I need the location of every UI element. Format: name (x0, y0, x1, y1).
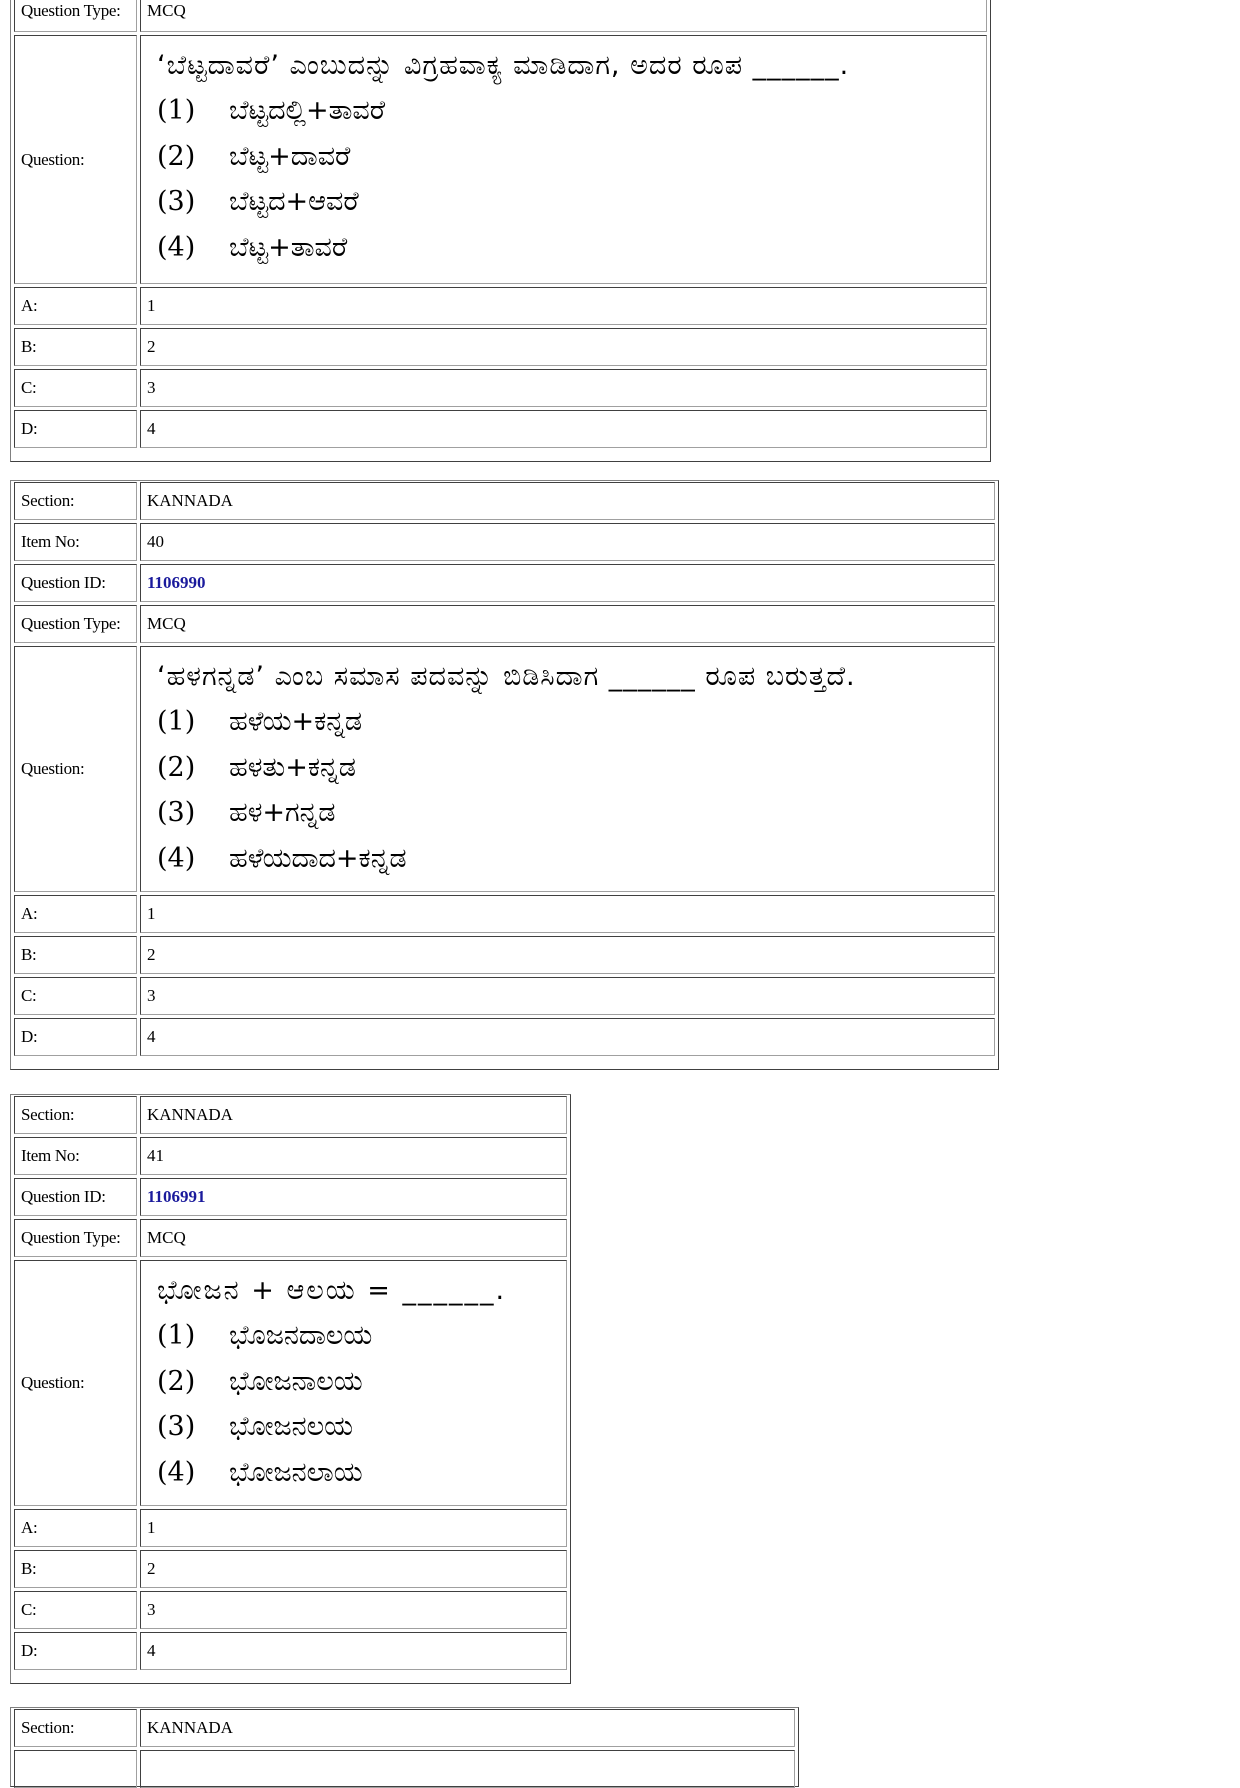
item-no-value: 41 (140, 1137, 567, 1175)
option-number: (2) (157, 751, 196, 783)
question-stem: ‘ಬೆಟ್ಟದಾವರೆ’ ಎಂಬುದನ್ನು ವಿಗ್ರಹವಾಕ್ಯ ಮಾಡಿದಾಗ, ಅದರ ರೂಪ ______. (157, 50, 850, 81)
question-id-label: Question ID: (14, 1178, 137, 1216)
question-id-value: 1106991 (140, 1178, 567, 1216)
option-number: (1) (157, 95, 196, 126)
answer-d-label: D: (14, 1018, 137, 1056)
option-text: ಬೆಟ್ಟದ+ಆವರೆ (229, 186, 359, 217)
item-no-label (14, 1750, 137, 1788)
option-number: (3) (157, 797, 196, 828)
question-label: Question: (14, 1260, 137, 1506)
question-body (140, 646, 995, 892)
answer-a-value: 1 (140, 895, 995, 933)
answer-a-label: A: (14, 895, 137, 933)
option-text: ಬೆಟ್ಟದಲ್ಲಿ+ತಾವರೆ (229, 95, 386, 126)
answer-b-value: 2 (140, 936, 995, 974)
option-text: ಭೋಜನಾಲಯ (229, 1365, 363, 1397)
option-2 (157, 1359, 560, 1405)
question-type-value: MCQ (140, 0, 987, 32)
question-label: Question: (14, 646, 137, 892)
answer-a-value: 1 (140, 287, 987, 325)
question-type-label: Question Type: (14, 605, 137, 643)
question-type-value: MCQ (140, 1219, 567, 1257)
answer-b-label: B: (14, 936, 137, 974)
item-no-value: 40 (140, 523, 995, 561)
answer-b-label: B: (14, 328, 137, 366)
answer-d-value: 4 (140, 1018, 995, 1056)
option-4 (157, 1450, 560, 1496)
option-text: ಹಳೆಯದಾದ+ಕನ್ನಡ (229, 842, 407, 874)
option-number: (1) (157, 706, 196, 737)
option-4 (157, 836, 988, 882)
section-value: KANNADA (140, 482, 995, 520)
answer-c-value: 3 (140, 977, 995, 1015)
section-value: KANNADA (140, 1709, 795, 1747)
question-type-label: Question Type: (14, 0, 137, 32)
section-label: Section: (14, 1096, 137, 1134)
option-2 (157, 745, 988, 791)
option-text: ಭೋಜನಲಯ (229, 1411, 354, 1442)
question-id-value: 1106990 (140, 564, 995, 602)
answer-d-value: 4 (140, 1632, 567, 1670)
option-text: ಹಳತು+ಕನ್ನಡ (229, 751, 356, 783)
item-no-label: Item No: (14, 523, 137, 561)
answer-d-value: 4 (140, 410, 987, 448)
option-text: ಭೊಜನದಾಲಯ (229, 1320, 373, 1351)
item-no-value (140, 1750, 795, 1788)
question-type-value: MCQ (140, 605, 995, 643)
option-text: ಬೆಟ್ಟ+ತಾವರೆ (229, 231, 348, 263)
option-text: ಬೆಟ್ಟ+ದಾವರೆ (229, 140, 351, 172)
question-id-label: Question ID: (14, 564, 137, 602)
answer-a-value: 1 (140, 1509, 567, 1547)
answer-c-label: C: (14, 369, 137, 407)
option-1 (157, 88, 980, 134)
option-number: (2) (157, 1365, 196, 1397)
option-1 (157, 1313, 560, 1359)
answer-a-label: A: (14, 1509, 137, 1547)
option-3 (157, 1404, 560, 1450)
option-number: (4) (157, 231, 196, 263)
option-number: (1) (157, 1320, 196, 1351)
question-block-41 (10, 1094, 571, 1684)
answer-b-value: 2 (140, 328, 987, 366)
question-stem: ಭೋಜನ + ಆಲಯ = ______. (157, 1275, 507, 1306)
answer-c-value: 3 (140, 1591, 567, 1629)
question-body (140, 35, 987, 284)
answer-c-label: C: (14, 977, 137, 1015)
option-3 (157, 790, 988, 836)
section-value: KANNADA (140, 1096, 567, 1134)
question-body (140, 1260, 567, 1506)
answer-b-label: B: (14, 1550, 137, 1588)
option-number: (4) (157, 1456, 196, 1488)
option-text: ಹಳೆಯ+ಕನ್ನಡ (229, 706, 363, 737)
question-block-40 (10, 480, 999, 1070)
option-4 (157, 225, 980, 271)
question-block-42 (10, 1707, 799, 1787)
item-no-label: Item No: (14, 1137, 137, 1175)
answer-a-label: A: (14, 287, 137, 325)
option-2 (157, 134, 980, 180)
option-number: (3) (157, 186, 196, 217)
answer-c-label: C: (14, 1591, 137, 1629)
option-number: (2) (157, 140, 196, 172)
question-type-label: Question Type: (14, 1219, 137, 1257)
option-1 (157, 699, 988, 745)
answer-b-value: 2 (140, 1550, 567, 1588)
section-label: Section: (14, 1709, 137, 1747)
option-text: ಹಳ+ಗನ್ನಡ (229, 797, 336, 828)
answer-d-label: D: (14, 410, 137, 448)
option-number: (3) (157, 1411, 196, 1442)
answer-d-label: D: (14, 1632, 137, 1670)
answer-c-value: 3 (140, 369, 987, 407)
option-3 (157, 179, 980, 225)
option-number: (4) (157, 842, 196, 874)
option-text: ಭೋಜನಲಾಯ (229, 1456, 363, 1488)
question-stem: ‘ಹಳಗನ್ನಡ’ ಎಂಬ ಸಮಾಸ ಪದವನ್ನು ಬಿಡಿಸಿದಾಗ ______ ರೂಪ ಬರುತ್ತದೆ. (157, 661, 856, 692)
section-label: Section: (14, 482, 137, 520)
question-block-39 (10, 0, 991, 462)
question-label: Question: (14, 35, 137, 284)
